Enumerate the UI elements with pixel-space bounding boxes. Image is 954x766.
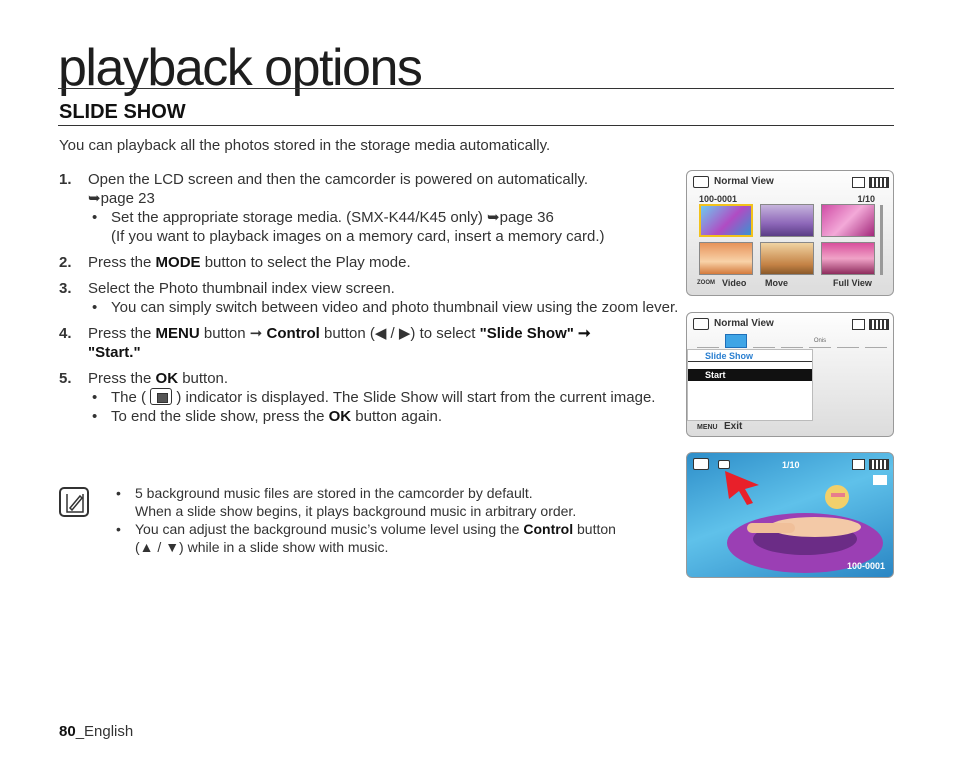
page-ref-link[interactable]: ➥page 23 [88, 190, 155, 207]
thumbnail[interactable] [821, 204, 875, 237]
tab-settings[interactable] [865, 334, 887, 348]
page-title: playback options [58, 39, 422, 97]
file-number: 100-0001 [699, 194, 738, 204]
battery-icon [869, 319, 889, 330]
exit-label[interactable]: Exit [724, 421, 743, 432]
menu-panel [687, 349, 813, 421]
bullet-item: • The ( ) indicator is displayed. The Slide Show will start from the current image. [88, 388, 684, 407]
slideshow-icon [718, 460, 730, 469]
lcd-title: Normal View [714, 176, 774, 187]
photo-mode-icon [693, 176, 709, 188]
tab-info[interactable] [837, 334, 859, 348]
thumbnail[interactable] [760, 204, 814, 237]
page-footer: 80_English [59, 723, 134, 740]
slideshow-indicator-icon [150, 388, 172, 405]
photo-mode-icon [693, 318, 709, 330]
bullet-item: • To end the slide show, press the OK button again. [88, 407, 684, 426]
step-number: 1. [59, 171, 72, 188]
lcd-menu-view: Normal View Onis Slide Show Start MENU Exit [686, 312, 894, 437]
section-title: SLIDE SHOW [59, 101, 186, 123]
image-count: 1/10 [857, 194, 875, 204]
bullet-item: • Set the appropriate storage media. (SMX-K44/K45 only) ➥page 36 (If you want to playback images on a memory card, insert a memory card.) [88, 208, 684, 246]
note-item: • You can adjust the background music’s volume level using the Control button (▲ / ▼) while in a slide show with music. [112, 520, 682, 556]
tab-trash[interactable] [781, 334, 803, 348]
bullet-item: • You can simply switch between video and photo thumbnail view using the zoom lever. [88, 298, 684, 317]
video-label: Video [722, 278, 747, 288]
note-icon [59, 487, 89, 517]
menu-button-label: MENU [697, 424, 718, 431]
notes-list [112, 484, 682, 556]
image-count: 1/10 [782, 460, 800, 470]
step-5: 5. Press the OK button. • The ( ) indicator is displayed. The Slide Show will start from the current image. • To end the slide show, press the OK button again. [59, 369, 684, 426]
note-item: • 5 background music files are stored in the camcorder by default. When a slide show begins, it plays background music in arbitrary order. [112, 484, 682, 520]
steps-list [59, 170, 684, 433]
menu-header: Slide Show [688, 350, 812, 362]
thumbnail[interactable] [699, 242, 753, 275]
thumbnail[interactable] [699, 204, 753, 237]
battery-icon [869, 177, 889, 188]
tab-onis[interactable]: Onis [809, 334, 831, 348]
lcd-footer [687, 278, 893, 291]
title-rule [58, 88, 894, 89]
menu-item-start[interactable]: Start [688, 369, 812, 381]
file-number: 100-0001 [846, 561, 885, 571]
thumbnail[interactable] [760, 242, 814, 275]
step-2: 2. Press the MODE button to select the Play mode. [59, 254, 411, 271]
battery-icon [869, 459, 889, 470]
move-label: Move [765, 278, 789, 288]
thumbnail[interactable] [821, 242, 875, 275]
step-4: 4. Press the MENU button ➞ Control button (◀ / ▶) to select "Slide Show" ➞ "Start." [59, 325, 591, 361]
card-icon [852, 459, 865, 470]
step-3: 3. Select the Photo thumbnail index view screen. • You can simply switch between video and photo thumbnail view using the zoom lever. [59, 279, 684, 317]
intro-text: You can playback all the photos stored in the storage media automatically. [59, 137, 551, 154]
menu-tabs [689, 334, 891, 349]
tab-delete[interactable] [697, 334, 719, 348]
lcd-slideshow-view [686, 452, 894, 578]
step-1 [59, 170, 684, 246]
step-text: Open the LCD screen and then the camcorder is powered on automatically. ➥page 23 [88, 171, 588, 207]
photo-mode-icon [693, 458, 709, 470]
tab-slide-show[interactable] [725, 334, 747, 348]
pointer-arrow-icon [723, 469, 763, 505]
tab-protect[interactable] [753, 334, 775, 348]
scrollbar[interactable] [880, 205, 883, 275]
lcd-thumbnail-view [686, 170, 894, 296]
section-rule [58, 125, 894, 126]
full-view-label: Full View [833, 278, 872, 288]
photo-size-icon [873, 475, 887, 485]
zoom-label: ZOOM [697, 280, 715, 286]
card-icon [852, 319, 865, 330]
card-icon [852, 177, 865, 188]
